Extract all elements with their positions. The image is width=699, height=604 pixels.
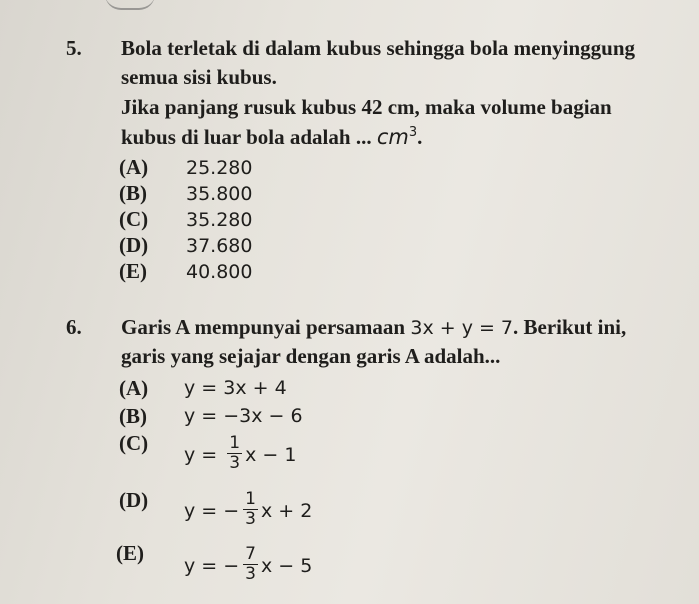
question-5-number: 5. [66,36,82,60]
q6-option-c-numerator: 1 [229,433,241,453]
q6-option-c-denominator: 3 [229,453,241,473]
question-6-line-2: garis yang sejajar dengan garis A adalah... [121,344,501,368]
q6-option-d-denominator: 3 [245,509,256,529]
q5-option-a-value[interactable]: 25.280 [186,157,253,179]
question-5-line-4 [121,125,422,150]
q6-option-b-equation[interactable]: y = −3x − 6 [184,405,303,427]
question-5-line-2: semua sisi kubus. [121,65,277,89]
question-5-line-4-text: kubus di luar bola adalah ... [121,125,377,149]
q5-option-d-label[interactable]: (D) [119,233,149,257]
question-5-line-3: Jika panjang rusuk kubus 42 cm, maka volume bagian [121,95,612,119]
q6-option-c-equation[interactable] [184,433,297,475]
question-6-line-1 [121,315,626,340]
volume-unit: cm [376,125,409,149]
q6-option-c-lhs: y = [184,444,224,466]
q6-option-d-numerator: 1 [245,489,256,509]
question-6-number: 6. [66,315,82,339]
q5-option-a-label[interactable]: (A) [119,155,149,179]
line-a-equation: 3x + y = 7 [410,317,514,339]
question-6-line-1-end: . Berikut ini, [513,315,627,339]
q6-option-e-label[interactable]: (E) [116,541,144,565]
page-edge-mark [105,0,155,10]
q5-option-b-value[interactable]: 35.800 [186,183,253,205]
q6-option-d-label[interactable]: (D) [119,488,149,512]
q6-option-e-equation[interactable] [184,544,313,586]
q6-option-a-label[interactable]: (A) [119,376,149,400]
q6-option-d-rhs: x + 2 [261,500,313,522]
volume-unit-exponent: 3 [408,125,418,140]
q6-option-c-rhs: x − 1 [245,444,297,466]
q6-option-e-lhs: y = − [184,555,240,577]
q5-option-c-value[interactable]: 35.280 [186,209,253,231]
q6-option-d-equation[interactable] [184,489,313,531]
q6-option-e-fraction [243,545,258,584]
q5-option-c-label[interactable]: (C) [119,207,149,231]
q5-option-b-label[interactable]: (B) [119,181,147,205]
q6-option-e-rhs: x − 5 [261,555,313,577]
q5-option-e-label[interactable]: (E) [119,259,147,283]
q6-option-c-fraction [227,434,242,473]
q6-option-d-lhs: y = − [184,500,240,522]
question-6-line-1-start: Garis A mempunyai persamaan [121,315,411,339]
q6-option-e-denominator: 3 [245,564,256,584]
q6-option-e-numerator: 7 [245,544,256,564]
q5-option-e-value[interactable]: 40.800 [186,261,253,283]
question-5-period: . [417,125,423,149]
q6-option-c-label[interactable]: (C) [119,431,149,455]
question-5-line-1: Bola terletak di dalam kubus sehingga bola menyinggung [121,36,636,60]
q6-option-b-label[interactable]: (B) [119,404,147,428]
q5-option-d-value[interactable]: 37.680 [186,235,253,257]
q6-option-a-equation[interactable]: y = 3x + 4 [184,377,287,399]
q6-option-d-fraction [243,490,258,529]
